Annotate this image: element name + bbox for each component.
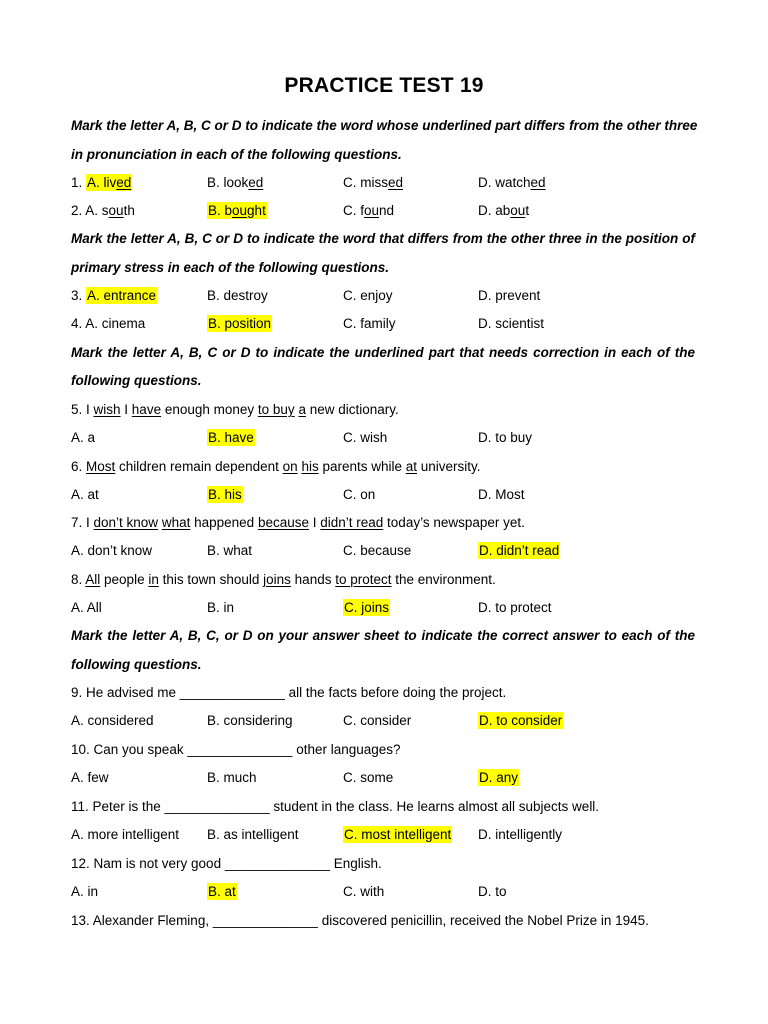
- q12-option-d: D. to: [478, 884, 507, 899]
- question-3: [71, 282, 695, 310]
- q8-option-d: D. to protect: [478, 600, 552, 615]
- q6-option-d: D. Most: [478, 487, 525, 502]
- q3-option-a: 3. A. entrance: [71, 288, 157, 303]
- q4-option-b: [207, 310, 272, 338]
- q7-option-b: B. what: [207, 543, 253, 558]
- answer-highlight: A. entrance: [87, 288, 157, 303]
- question-8-stem: 8. All people in this town should joins hands to protect the environment.: [71, 572, 496, 587]
- q3-option-b: B. destroy: [207, 288, 268, 303]
- answer-highlight: B. have: [208, 430, 254, 445]
- q8-option-b: B. in: [207, 600, 235, 615]
- q9-option-d: [478, 707, 563, 735]
- q9-option-b: B. considering: [207, 713, 293, 728]
- q12-option-b: [207, 878, 237, 906]
- q1-option-c: C. missed: [343, 175, 404, 190]
- question-6-options: [71, 481, 695, 509]
- q10-option-b: B. much: [207, 770, 257, 785]
- q12-option-a: A. in: [71, 884, 99, 899]
- answer-highlight: B. his: [208, 487, 242, 502]
- question-9-options: [71, 707, 695, 735]
- answer-highlight: C. most intelligent: [344, 827, 452, 842]
- q2-option-d: D. about: [478, 203, 530, 218]
- q2-option-a: 2. A. south: [71, 203, 135, 218]
- answer-highlight: D. didn’t read: [479, 543, 560, 558]
- q2-option-b: [207, 197, 267, 225]
- question-11-options: [71, 821, 695, 849]
- q10-option-c: C. some: [343, 770, 394, 785]
- instruction-stress-line1: Mark the letter A, B, C or D to indicate the word that differs from the other three in the position of: [71, 231, 695, 246]
- q3-option-d: D. prevent: [478, 288, 541, 303]
- instruction-answer-line2: following questions.: [71, 657, 202, 672]
- q8-option-c: [343, 594, 390, 622]
- question-12-stem: 12. Nam is not very good ______________ English.: [71, 856, 382, 871]
- q4-option-c: C. family: [343, 316, 396, 331]
- q12-option-c: C. with: [343, 884, 385, 899]
- q10-option-a: A. few: [71, 770, 109, 785]
- q7-option-d: [478, 537, 560, 565]
- q4-option-a: 4. A. cinema: [71, 316, 146, 331]
- question-5-options: [71, 424, 695, 452]
- q6-option-a: A. at: [71, 487, 99, 502]
- answer-highlight: B. at: [208, 884, 236, 899]
- q1-option-b: B. looked: [207, 175, 264, 190]
- instruction-stress-line2: primary stress in each of the following questions.: [71, 260, 390, 275]
- q11-option-c: [343, 821, 452, 849]
- question-11-stem: 11. Peter is the ______________ student in the class. He learns almost all subjects well.: [71, 799, 600, 814]
- answer-highlight: D. to consider: [479, 713, 563, 728]
- q5-option-a: A. a: [71, 430, 96, 445]
- q9-option-c: C. consider: [343, 713, 412, 728]
- question-2: [71, 197, 695, 225]
- question-6-stem: 6. Most children remain dependent on his parents while at university.: [71, 459, 481, 474]
- instruction-pronunciation-line1: Mark the letter A, B, C or D to indicate the word whose underlined part differs from the other three: [71, 118, 698, 133]
- q8-option-a: A. All: [71, 600, 102, 615]
- question-8-options: [71, 594, 695, 622]
- instruction-answer-line1: Mark the letter A, B, C, or D on your answer sheet to indicate the correct answer to each of the: [71, 628, 695, 643]
- answer-highlight: A. lived: [87, 175, 132, 190]
- answer-highlight: C. joins: [344, 600, 390, 615]
- question-10-stem: 10. Can you speak ______________ other languages?: [71, 742, 401, 757]
- q1-option-a: 1. A. lived: [71, 175, 132, 190]
- question-7-stem: 7. I don’t know what happened because I didn’t read today’s newspaper yet.: [71, 515, 525, 530]
- q4-option-d: D. scientist: [478, 316, 545, 331]
- instruction-correction-line2: following questions.: [71, 373, 202, 388]
- q5-option-c: C. wish: [343, 430, 388, 445]
- instruction-correction-line1: Mark the letter A, B, C or D to indicate the underlined part that needs correction in each of the: [71, 345, 695, 360]
- question-4: [71, 310, 695, 338]
- q10-option-d: [478, 764, 519, 792]
- question-1: [71, 169, 695, 197]
- question-12-options: [71, 878, 695, 906]
- q7-option-c: C. because: [343, 543, 412, 558]
- page-title: PRACTICE TEST 19: [284, 74, 484, 97]
- question-5-stem: 5. I wish I have enough money to buy a new dictionary.: [71, 402, 399, 417]
- q2-option-c: C. found: [343, 203, 395, 218]
- question-7-options: [71, 537, 695, 565]
- q11-option-d: D. intelligently: [478, 827, 563, 842]
- q1-option-d: D. watched: [478, 175, 546, 190]
- question-13-stem: 13. Alexander Fleming, ______________ discovered penicillin, received the Nobel Prize in 1945.: [71, 913, 649, 928]
- answer-highlight: B. bought: [208, 203, 266, 218]
- q11-option-a: A. more intelligent: [71, 827, 180, 842]
- question-10-options: [71, 764, 695, 792]
- q5-option-b: [207, 424, 255, 452]
- q9-option-a: A. considered: [71, 713, 154, 728]
- answer-highlight: D. any: [479, 770, 519, 785]
- q7-option-a: A. don’t know: [71, 543, 153, 558]
- question-9-stem: 9. He advised me ______________ all the facts before doing the project.: [71, 685, 507, 700]
- q6-option-c: C. on: [343, 487, 376, 502]
- q5-option-d: D. to buy: [478, 430, 533, 445]
- answer-highlight: B. position: [208, 316, 272, 331]
- q6-option-b: [207, 481, 243, 509]
- q11-option-b: B. as intelligent: [207, 827, 299, 842]
- q3-option-c: C. enjoy: [343, 288, 393, 303]
- instruction-pronunciation-line2: in pronunciation in each of the following questions.: [71, 147, 402, 162]
